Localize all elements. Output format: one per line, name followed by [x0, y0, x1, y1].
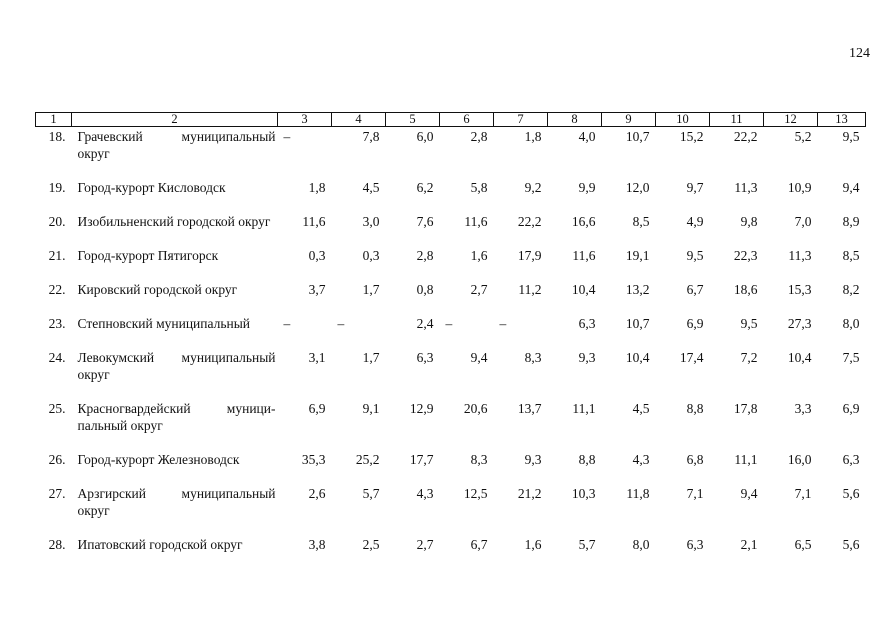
row-index: 27. [48, 486, 66, 501]
table-row [36, 127, 866, 180]
cell-value: 9,4 [842, 180, 860, 195]
cell-value: 7,1 [794, 486, 812, 501]
cell-value: 21,2 [517, 486, 542, 501]
cell-value: 2,4 [416, 316, 434, 331]
cell-value: 22,3 [733, 248, 758, 263]
cell-value: 25,2 [355, 452, 380, 467]
cell-value: 15,2 [679, 129, 704, 144]
cell-value: 4,5 [362, 180, 380, 195]
column-header-13: 13 [818, 113, 866, 127]
cell-value: 0,3 [362, 248, 380, 263]
cell-value: 6,8 [686, 452, 704, 467]
cell-value: 22,2 [733, 129, 758, 144]
table-row [36, 179, 866, 213]
cell-value: 0,8 [416, 282, 434, 297]
column-header-6: 6 [440, 113, 494, 127]
cell-value: 6,3 [578, 316, 596, 331]
column-header-12: 12 [764, 113, 818, 127]
cell-value: 15,3 [787, 282, 812, 297]
row-index: 21. [48, 248, 66, 263]
cell-value: 6,9 [842, 401, 860, 416]
cell-value: 16,6 [571, 214, 596, 229]
row-name: Кировский городской округ [77, 282, 238, 297]
cell-value: 7,5 [842, 350, 860, 365]
cell-value: 6,9 [686, 316, 704, 331]
cell-value: – [283, 129, 291, 144]
cell-value: 8,5 [842, 248, 860, 263]
column-header-1: 1 [36, 113, 72, 127]
cell-value: 8,8 [578, 452, 596, 467]
cell-value: 11,1 [734, 452, 758, 467]
cell-value: 6,2 [416, 180, 434, 195]
cell-value: 0,3 [308, 248, 326, 263]
column-header-10: 10 [656, 113, 710, 127]
row-name: Арзгирский муниципальный округ [77, 486, 276, 518]
column-header-9: 9 [602, 113, 656, 127]
cell-value: 7,2 [740, 350, 758, 365]
cell-value: 8,0 [632, 537, 650, 552]
cell-value: 6,7 [470, 537, 488, 552]
row-index: 24. [48, 350, 66, 365]
row-index: 23. [48, 316, 66, 331]
row-name: Город-курорт Пятигорск [77, 248, 219, 263]
row-index: 20. [48, 214, 66, 229]
cell-value: – [445, 316, 453, 331]
cell-value: 8,9 [842, 214, 860, 229]
cell-value: 10,7 [625, 316, 650, 331]
cell-value: 35,3 [301, 452, 326, 467]
cell-value: 10,3 [571, 486, 596, 501]
cell-value: 5,8 [470, 180, 488, 195]
cell-value: 2,7 [416, 537, 434, 552]
cell-value: 11,1 [572, 401, 596, 416]
cell-value: 11,3 [734, 180, 758, 195]
column-header-4: 4 [332, 113, 386, 127]
cell-value: 5,7 [578, 537, 596, 552]
cell-value: 9,3 [578, 350, 596, 365]
cell-value: 17,8 [733, 401, 758, 416]
cell-value: 3,7 [308, 282, 326, 297]
cell-value: 7,6 [416, 214, 434, 229]
cell-value: 9,9 [578, 180, 596, 195]
cell-value: 11,6 [302, 214, 326, 229]
cell-value: 1,6 [524, 537, 542, 552]
table-row [36, 400, 866, 451]
row-index: 28. [48, 537, 66, 552]
table-row [36, 213, 866, 247]
cell-value: 8,3 [524, 350, 542, 365]
cell-value: 5,6 [842, 486, 860, 501]
cell-value: – [337, 316, 345, 331]
row-name: Изобильненский городской округ [77, 214, 271, 229]
cell-value: 1,8 [524, 129, 542, 144]
header-row [36, 113, 866, 127]
table-body [36, 127, 866, 571]
cell-value: 2,8 [470, 129, 488, 144]
cell-value: 9,5 [842, 129, 860, 144]
column-header-7: 7 [494, 113, 548, 127]
cell-value: 18,6 [733, 282, 758, 297]
cell-value: – [283, 316, 291, 331]
table-row [36, 349, 866, 400]
cell-value: 11,3 [788, 248, 812, 263]
cell-value: 22,2 [517, 214, 542, 229]
cell-value: 17,7 [409, 452, 434, 467]
row-index: 26. [48, 452, 66, 467]
cell-value: 2,1 [740, 537, 758, 552]
cell-value: 8,8 [686, 401, 704, 416]
row-name: Грачевский муниципальный округ [77, 129, 276, 161]
statistics-table [35, 112, 866, 570]
cell-value: 4,3 [632, 452, 650, 467]
column-header-8: 8 [548, 113, 602, 127]
page-number: 124 [849, 46, 870, 61]
cell-value: 12,5 [463, 486, 488, 501]
cell-value: 20,6 [463, 401, 488, 416]
table-header [36, 113, 866, 127]
cell-value: 1,7 [362, 350, 380, 365]
cell-value: 19,1 [625, 248, 650, 263]
cell-value: 8,3 [470, 452, 488, 467]
cell-value: 9,1 [362, 401, 380, 416]
cell-value: 8,2 [842, 282, 860, 297]
cell-value: 9,5 [740, 316, 758, 331]
cell-value: 1,6 [470, 248, 488, 263]
cell-value: 4,0 [578, 129, 596, 144]
table-row [36, 281, 866, 315]
cell-value: 4,5 [632, 401, 650, 416]
cell-value: 8,5 [632, 214, 650, 229]
row-name: Степновский муниципальный [77, 316, 251, 331]
cell-value: 11,2 [518, 282, 542, 297]
cell-value: 16,0 [787, 452, 812, 467]
cell-value: 2,8 [416, 248, 434, 263]
cell-value: 6,7 [686, 282, 704, 297]
cell-value: 13,2 [625, 282, 650, 297]
cell-value: 3,3 [794, 401, 812, 416]
cell-value: 6,3 [842, 452, 860, 467]
cell-value: 10,4 [571, 282, 596, 297]
cell-value: 10,4 [787, 350, 812, 365]
cell-value: 3,8 [308, 537, 326, 552]
cell-value: – [499, 316, 507, 331]
cell-value: 11,6 [572, 248, 596, 263]
cell-value: 1,8 [308, 180, 326, 195]
cell-value: 9,7 [686, 180, 704, 195]
cell-value: 8,0 [842, 316, 860, 331]
row-name: Левокумский муниципальный округ [77, 350, 276, 382]
cell-value: 10,4 [625, 350, 650, 365]
cell-value: 6,5 [794, 537, 812, 552]
cell-value: 11,8 [626, 486, 650, 501]
cell-value: 2,5 [362, 537, 380, 552]
row-index: 22. [48, 282, 66, 297]
cell-value: 9,8 [740, 214, 758, 229]
cell-value: 13,7 [517, 401, 542, 416]
table-row [36, 536, 866, 570]
cell-value: 10,7 [625, 129, 650, 144]
cell-value: 17,4 [679, 350, 704, 365]
column-header-3: 3 [278, 113, 332, 127]
cell-value: 7,8 [362, 129, 380, 144]
cell-value: 9,4 [470, 350, 488, 365]
cell-value: 5,2 [794, 129, 812, 144]
cell-value: 3,1 [308, 350, 326, 365]
row-name: Город-курорт Железноводск [77, 452, 240, 467]
row-name: Ипатовский городской округ [77, 537, 243, 552]
cell-value: 6,9 [308, 401, 326, 416]
cell-value: 9,4 [740, 486, 758, 501]
cell-value: 9,2 [524, 180, 542, 195]
cell-value: 9,3 [524, 452, 542, 467]
table-row [36, 451, 866, 485]
cell-value: 2,7 [470, 282, 488, 297]
cell-value: 17,9 [517, 248, 542, 263]
row-name: Красногвардейский муници-пальный округ [77, 401, 276, 433]
cell-value: 4,3 [416, 486, 434, 501]
table-row [36, 485, 866, 536]
cell-value: 6,3 [686, 537, 704, 552]
cell-value: 6,0 [416, 129, 434, 144]
cell-value: 10,9 [787, 180, 812, 195]
cell-value: 12,9 [409, 401, 434, 416]
cell-value: 5,6 [842, 537, 860, 552]
cell-value: 5,7 [362, 486, 380, 501]
cell-value: 1,7 [362, 282, 380, 297]
cell-value: 11,6 [464, 214, 488, 229]
table-row [36, 247, 866, 281]
row-index: 18. [48, 129, 66, 144]
cell-value: 7,0 [794, 214, 812, 229]
column-header-2: 2 [72, 113, 278, 127]
row-index: 19. [48, 180, 66, 195]
table-row [36, 315, 866, 349]
cell-value: 12,0 [625, 180, 650, 195]
row-name: Город-курорт Кисловодск [77, 180, 226, 195]
column-header-11: 11 [710, 113, 764, 127]
cell-value: 4,9 [686, 214, 704, 229]
cell-value: 27,3 [787, 316, 812, 331]
cell-value: 2,6 [308, 486, 326, 501]
row-index: 25. [48, 401, 66, 416]
cell-value: 9,5 [686, 248, 704, 263]
cell-value: 3,0 [362, 214, 380, 229]
column-header-5: 5 [386, 113, 440, 127]
cell-value: 6,3 [416, 350, 434, 365]
cell-value: 7,1 [686, 486, 704, 501]
